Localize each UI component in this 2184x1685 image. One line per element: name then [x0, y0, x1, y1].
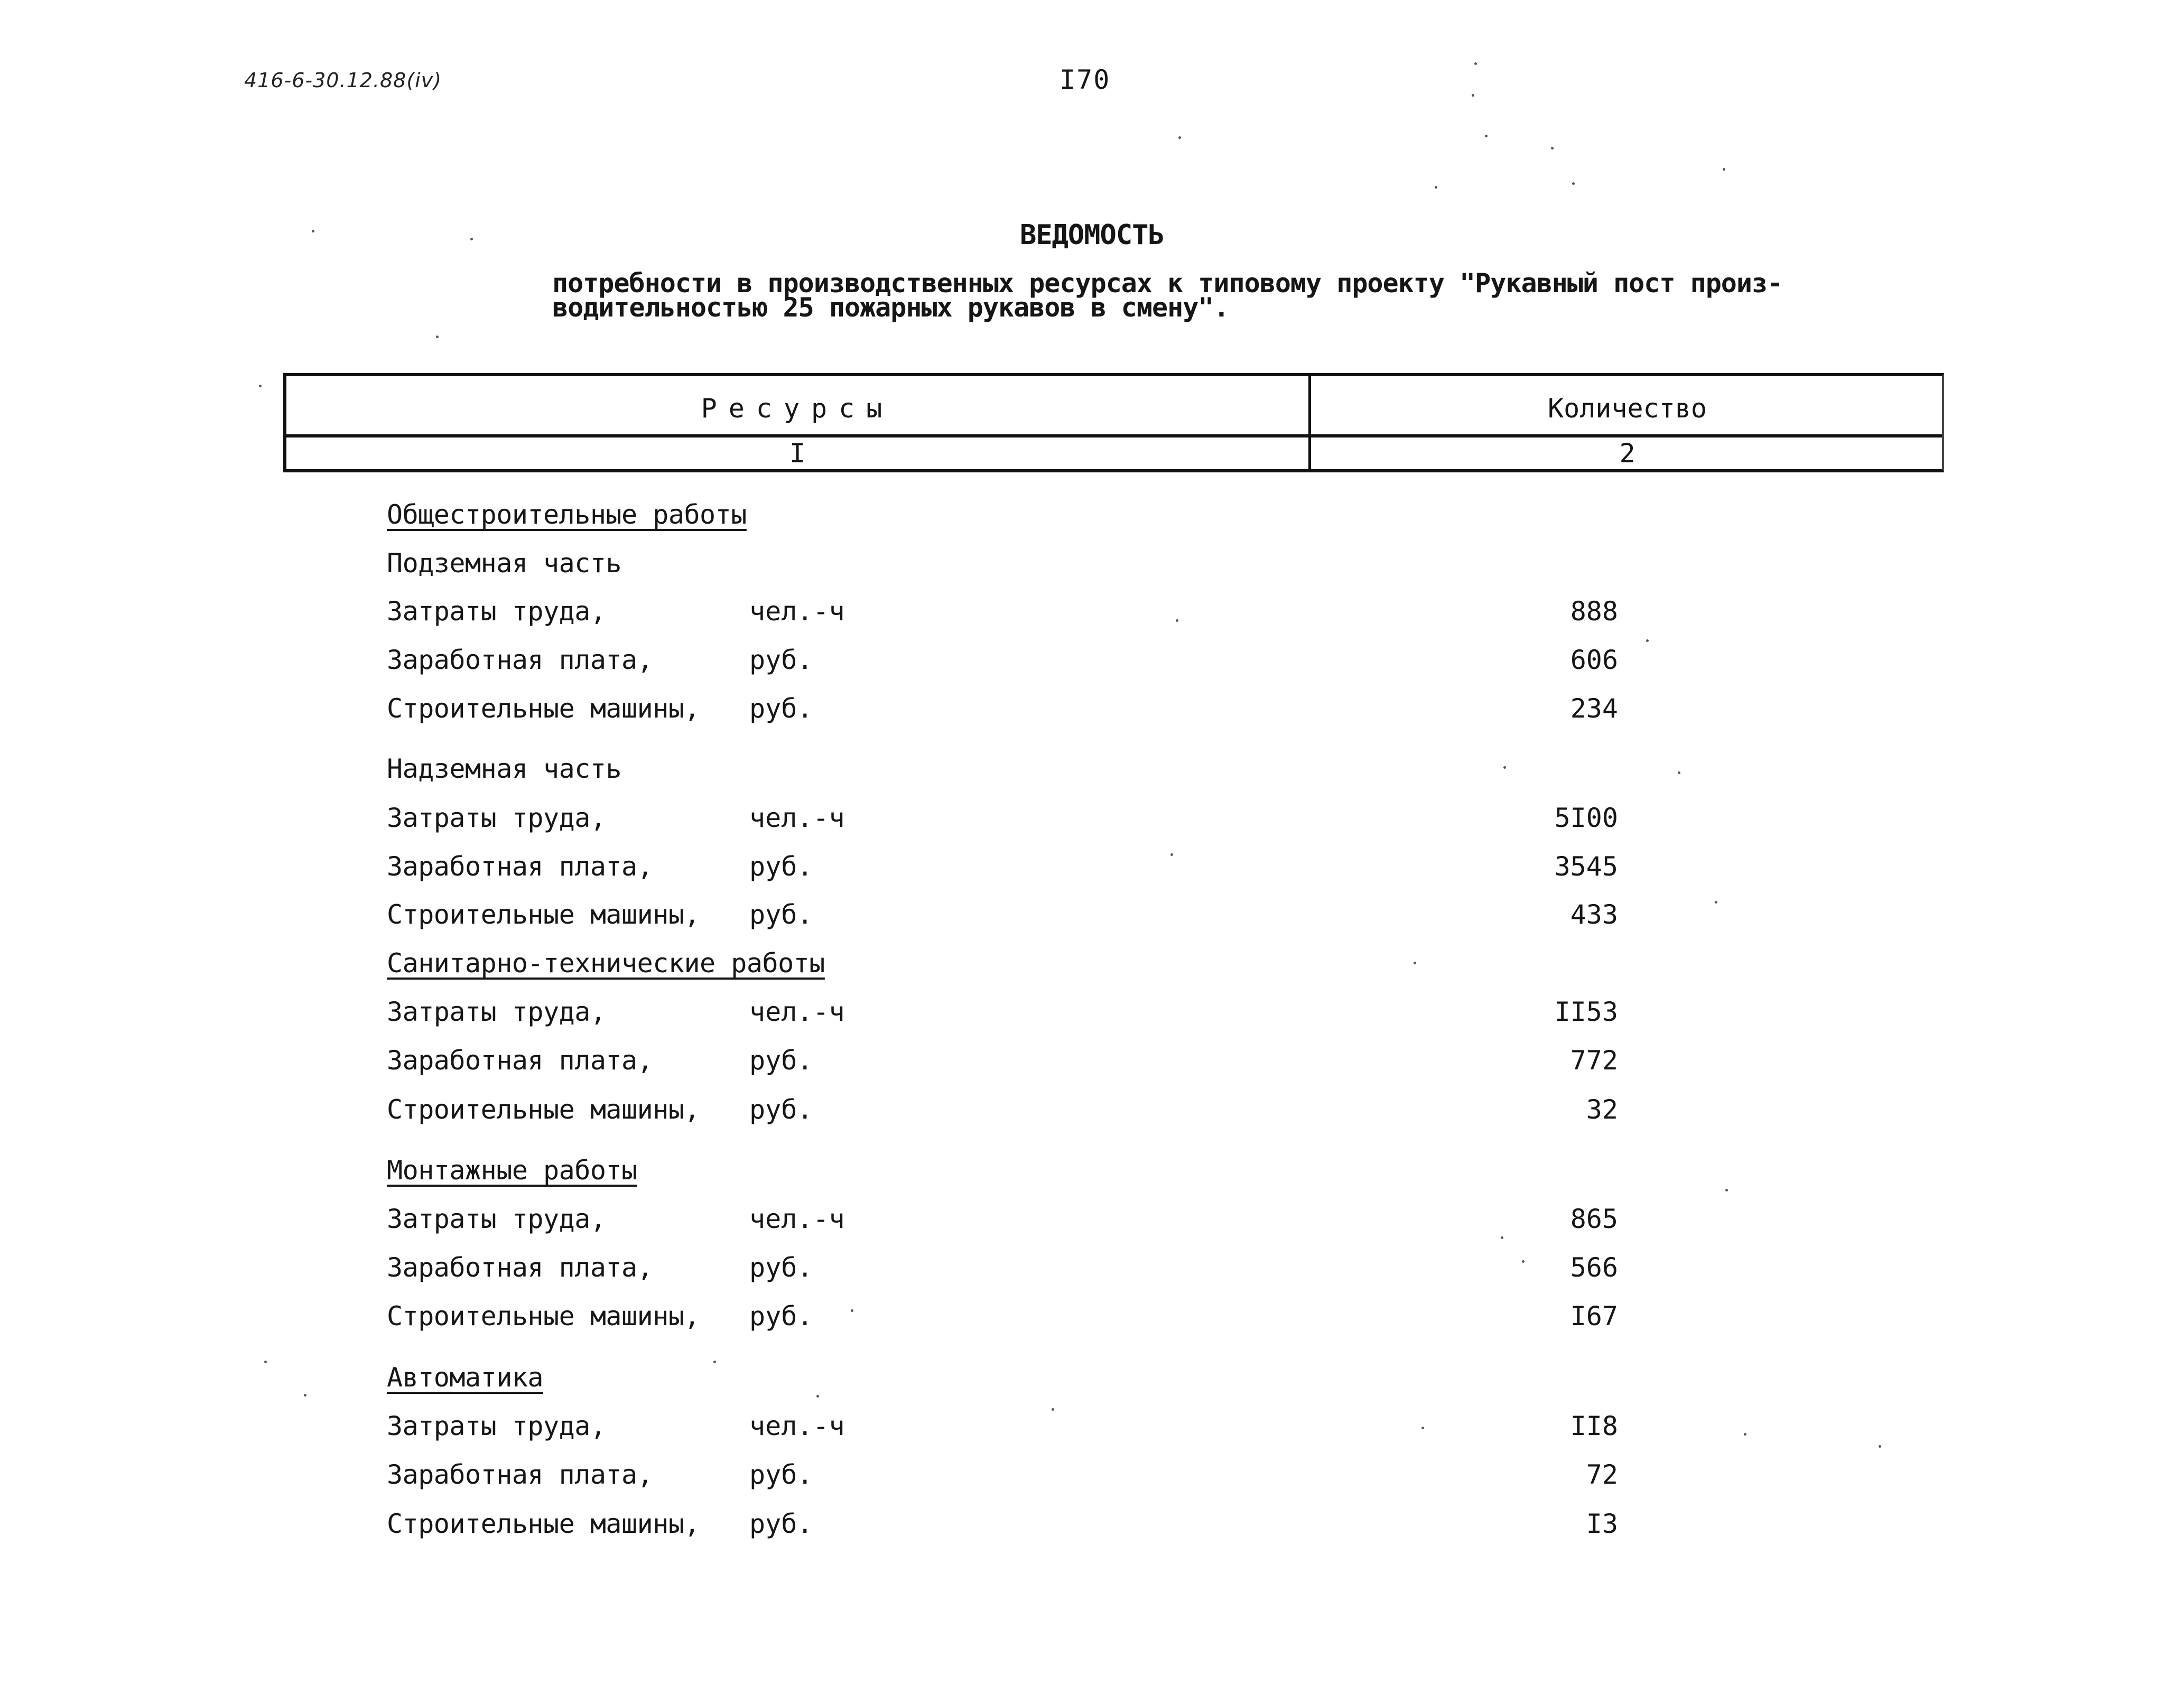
row-value: 5I00: [1554, 803, 1618, 833]
subsection-title-aboveground: Надземная часть: [387, 753, 622, 784]
row-value: I3: [1586, 1509, 1618, 1539]
table-row: [387, 1411, 1618, 1442]
row-name: Затраты труда,: [387, 596, 606, 627]
table-divider-vertical: [1308, 376, 1311, 469]
row-unit: руб.: [749, 1301, 813, 1332]
row-value: 606: [1570, 645, 1618, 675]
resources-table-header: [283, 373, 1944, 472]
scan-speck: [470, 238, 473, 240]
row-value: 3545: [1554, 851, 1618, 882]
subsection-title-underground: Подземная часть: [387, 548, 622, 579]
table-divider-horizontal: [286, 434, 1942, 437]
table-row: [387, 645, 1618, 676]
scan-speck: [851, 1309, 853, 1312]
scan-speck: [1522, 1260, 1525, 1263]
row-name: Затраты труда,: [387, 1204, 606, 1234]
scan-speck: [1725, 1189, 1728, 1191]
scan-speck: [1503, 766, 1506, 769]
scan-speck: [1178, 136, 1181, 139]
scan-speck: [1435, 186, 1437, 189]
scan-speck: [1572, 182, 1575, 185]
section-title-sanitary: Санитарно-технические работы: [387, 948, 825, 979]
row-name: Заработная плата,: [387, 1252, 653, 1283]
document-title: ВЕДОМОСТЬ: [1020, 219, 1164, 251]
row-value: 865: [1570, 1204, 1618, 1234]
row-name: Строительные машины,: [387, 899, 700, 930]
page-number: I70: [1060, 64, 1111, 95]
row-value: 32: [1586, 1094, 1618, 1125]
scan-speck: [1474, 62, 1477, 65]
table-row: [387, 1459, 1618, 1491]
scan-speck: [436, 336, 439, 338]
section-title-general-construction: Общестроительные работы: [387, 499, 747, 530]
row-value: 234: [1570, 693, 1618, 724]
row-name: Строительные машины,: [387, 1094, 700, 1125]
scan-speck: [1485, 135, 1488, 137]
scan-speck: [1646, 639, 1649, 642]
table-row: [387, 1301, 1618, 1333]
row-name: Строительные машины,: [387, 1301, 700, 1332]
row-unit: чел.-ч: [749, 803, 845, 833]
scan-speck: [1052, 1408, 1054, 1411]
row-value: 888: [1570, 596, 1618, 627]
subtitle-line-1: потребности в производственных ресурсах к типовому проекту "Рукавный пост произ-: [552, 268, 1783, 299]
column-number-1: I: [789, 438, 806, 469]
scan-speck: [1715, 901, 1717, 904]
row-unit: руб.: [749, 899, 813, 930]
row-name: Затраты труда,: [387, 997, 606, 1027]
row-name: Затраты труда,: [387, 1411, 606, 1441]
document-subtitle: [552, 268, 1783, 323]
row-unit: руб.: [749, 693, 813, 724]
row-name: Заработная плата,: [387, 1459, 653, 1490]
column-number-2: 2: [1619, 438, 1635, 469]
table-row: [387, 596, 1618, 628]
row-name: Заработная плата,: [387, 1045, 653, 1076]
scan-speck: [1678, 771, 1680, 774]
section-title-automation: Автоматика: [387, 1362, 544, 1393]
scan-speck: [1414, 962, 1416, 964]
row-unit: чел.-ч: [749, 596, 845, 627]
table-row: [387, 1252, 1618, 1284]
row-name: Строительные машины,: [387, 1509, 700, 1539]
scan-speck: [713, 1361, 716, 1363]
row-unit: чел.-ч: [749, 1204, 845, 1234]
row-unit: руб.: [749, 1094, 813, 1125]
scan-speck: [1723, 168, 1725, 171]
table-row: [387, 997, 1618, 1028]
scan-speck: [1551, 147, 1554, 150]
section-title-installation: Монтажные работы: [387, 1155, 637, 1186]
table-row: [387, 1204, 1618, 1235]
row-name: Строительные машины,: [387, 693, 700, 724]
column-header-quantity: Количество: [1547, 393, 1707, 424]
scan-speck: [304, 1394, 306, 1397]
row-value: 72: [1586, 1459, 1618, 1490]
table-row: [387, 1094, 1618, 1126]
scan-speck: [1176, 619, 1178, 622]
column-header-resources: Ресурсы: [701, 393, 894, 424]
row-unit: руб.: [749, 1045, 813, 1076]
scan-speck: [1744, 1433, 1746, 1436]
table-row: [387, 899, 1618, 931]
row-unit: чел.-ч: [749, 1411, 845, 1441]
scan-speck: [816, 1395, 819, 1398]
row-name: Затраты труда,: [387, 803, 606, 833]
scan-speck: [1501, 1236, 1503, 1239]
scan-speck: [1421, 1427, 1424, 1429]
scan-speck: [312, 230, 314, 232]
row-unit: руб.: [749, 1509, 813, 1539]
row-unit: чел.-ч: [749, 997, 845, 1027]
table-row: [387, 803, 1618, 834]
table-row: [387, 693, 1618, 725]
row-value: 433: [1570, 899, 1618, 930]
row-name: Заработная плата,: [387, 851, 653, 882]
document-code: 416-6-30.12.88(iv): [244, 69, 442, 92]
scan-speck: [264, 1361, 267, 1363]
table-row: [387, 1045, 1618, 1077]
scan-speck: [1879, 1445, 1881, 1448]
row-value: II53: [1554, 997, 1618, 1027]
table-row: [387, 851, 1618, 883]
row-unit: руб.: [749, 645, 813, 675]
row-unit: руб.: [749, 1252, 813, 1283]
row-value: I67: [1570, 1301, 1618, 1332]
row-value: 772: [1570, 1045, 1618, 1076]
row-value: 566: [1570, 1252, 1618, 1283]
row-value: II8: [1570, 1411, 1618, 1441]
scan-speck: [1170, 853, 1173, 856]
row-name: Заработная плата,: [387, 645, 653, 675]
row-unit: руб.: [749, 851, 813, 882]
scan-speck: [259, 385, 262, 387]
table-row: [387, 1509, 1618, 1540]
subtitle-line-2: водительностью 25 пожарных рукавов в смену".: [552, 292, 1229, 323]
row-unit: руб.: [749, 1459, 813, 1490]
scan-speck: [1472, 94, 1474, 97]
